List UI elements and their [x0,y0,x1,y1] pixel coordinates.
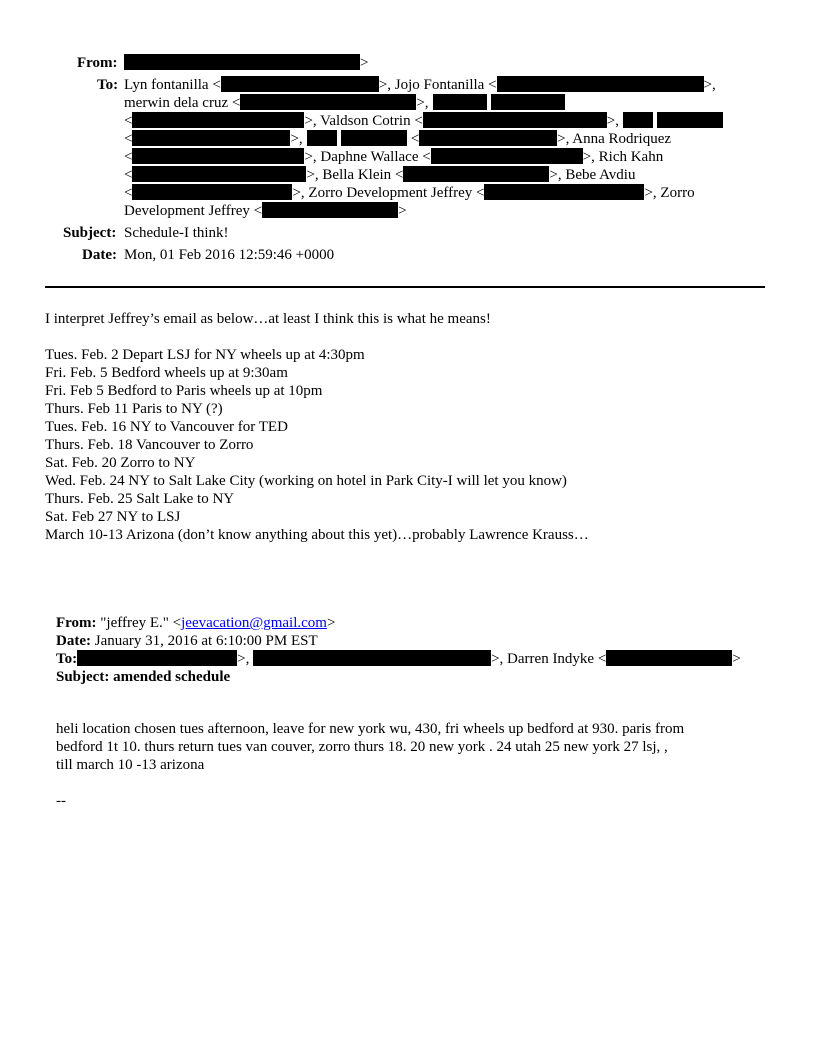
recipient-text: >, Bella Klein < [306,167,404,183]
redacted-block [307,130,337,146]
quoted-body-line: heli location chosen tues afternoon, leave for new york wu, 430, fri wheels up bedford at 930. paris from [56,721,685,737]
redacted-block [77,650,237,666]
schedule-line: Sat. Feb. 20 Zorro to NY [45,455,196,471]
redacted-block [132,166,306,182]
quoted-subject-value: amended schedule [109,669,231,685]
to-line-3 [124,112,723,130]
date-label: Date: [82,247,117,263]
recipient-text: < [124,131,133,147]
recipient-text: Development Jeffrey < [124,203,263,219]
schedule-line: Sat. Feb 27 NY to LSJ [45,509,181,525]
quoted-to [56,650,741,668]
header-divider [45,286,765,288]
subject-label: Subject: [63,225,117,241]
schedule-line: March 10-13 Arizona (don’t know anything about this yet)…probably Lawrence Krauss… [45,527,589,543]
recipient-text: >, Anna Rodriquez [557,131,672,147]
schedule-line: Fri. Feb 5 Bedford to Paris wheels up at 10pm [45,383,323,399]
recipient-text: < [124,149,133,165]
redacted-block [341,130,407,146]
quoted-body-line: bedford 1t 10. thurs return tues van couver, zorro thurs 18. 20 new york . 24 utah 25 new york 27 lsj, , [56,739,668,755]
recipient-text: >, Zorro [644,185,695,201]
to-line-5 [124,148,663,166]
quoted-from [56,614,335,632]
to-line-4 [124,130,671,148]
to-line-1 [124,76,716,94]
redacted-block [253,650,491,666]
quoted-date-value: January 31, 2016 at 6:10:00 PM EST [90,633,318,649]
redacted-block [423,112,607,128]
redacted-block [262,202,398,218]
recipient-text: >, Rich Kahn [582,149,664,165]
quoted-date [56,632,318,650]
quoted-date-label: Date: [56,633,91,649]
recipient-text: merwin dela cruz < [124,95,241,111]
redacted-block [221,76,379,92]
redacted-block [419,130,557,146]
schedule-line: Tues. Feb. 2 Depart LSJ for NY wheels up at 4:30pm [45,347,365,363]
from-tail: > [360,55,369,71]
redacted-block [132,184,292,200]
redacted-block [433,94,487,110]
schedule-line: Tues. Feb. 16 NY to Vancouver for TED [45,419,288,435]
recipient-text: >, Valdson Cotrin < [304,113,423,129]
from-value [124,54,368,72]
recipient-text: < [410,131,420,147]
recipient-text: >, Jojo Fontanilla < [378,77,497,93]
recipient-text: >, [237,651,254,667]
date-value: Mon, 01 Feb 2016 12:59:46 +0000 [124,247,335,263]
quoted-from-tail: > [326,615,336,631]
redacted-block [484,184,644,200]
recipient-text: < [124,185,133,201]
recipient-text: >, Bebe Avdiu [549,167,636,183]
recipient-text: Lyn fontanilla < [124,77,221,93]
sender-email-link[interactable]: jeevacation@gmail.com [181,615,327,631]
redacted-block [403,166,549,182]
recipient-text: > [732,651,741,667]
signature-separator: -- [56,793,66,809]
to-line-2 [124,94,565,112]
to-line-6 [124,166,635,184]
recipient-text: > [398,203,407,219]
quoted-subject [56,668,230,686]
redacted-block [431,148,583,164]
redacted-block [657,112,723,128]
redacted-block [623,112,653,128]
to-line-8 [124,202,407,220]
quoted-body-line: till march 10 -13 arizona [56,757,205,773]
recipient-text: >, Daphne Wallace < [304,149,431,165]
recipient-text: >, [606,113,620,129]
redacted-block [124,54,360,70]
subject-value: Schedule-I think! [124,225,229,241]
redacted-block [497,76,704,92]
recipient-text: >, Darren Indyke < [491,651,607,667]
schedule-line: Fri. Feb. 5 Bedford wheels up at 9:30am [45,365,288,381]
recipient-text: < [124,167,133,183]
quoted-from-label: From: [56,615,97,631]
quoted-subject-label: Subject: [56,669,110,685]
quoted-from-name: "jeffrey E." < [96,615,182,631]
redacted-block [491,94,565,110]
redacted-block [132,130,290,146]
recipient-text: < [124,113,133,129]
recipient-text: >, [703,77,716,93]
recipient-text: >, [290,131,303,147]
redacted-block [240,94,416,110]
schedule-line: Thurs. Feb. 25 Salt Lake to NY [45,491,235,507]
schedule-line: Thurs. Feb. 18 Vancouver to Zorro [45,437,254,453]
to-label: To: [97,77,119,93]
body-intro: I interpret Jeffrey’s email as below…at least I think this is what he means! [45,311,491,327]
to-line-7 [124,184,695,202]
schedule-line: Thurs. Feb 11 Paris to NY (?) [45,401,223,417]
quoted-to-label: To: [56,651,78,667]
from-label: From: [77,55,118,71]
schedule-line: Wed. Feb. 24 NY to Salt Lake City (working on hotel in Park City-I will let you know) [45,473,567,489]
redacted-block [132,148,304,164]
redacted-block [132,112,304,128]
redacted-block [606,650,732,666]
recipient-text: >, [416,95,429,111]
recipient-text: >, Zorro Development Jeffrey < [292,185,485,201]
